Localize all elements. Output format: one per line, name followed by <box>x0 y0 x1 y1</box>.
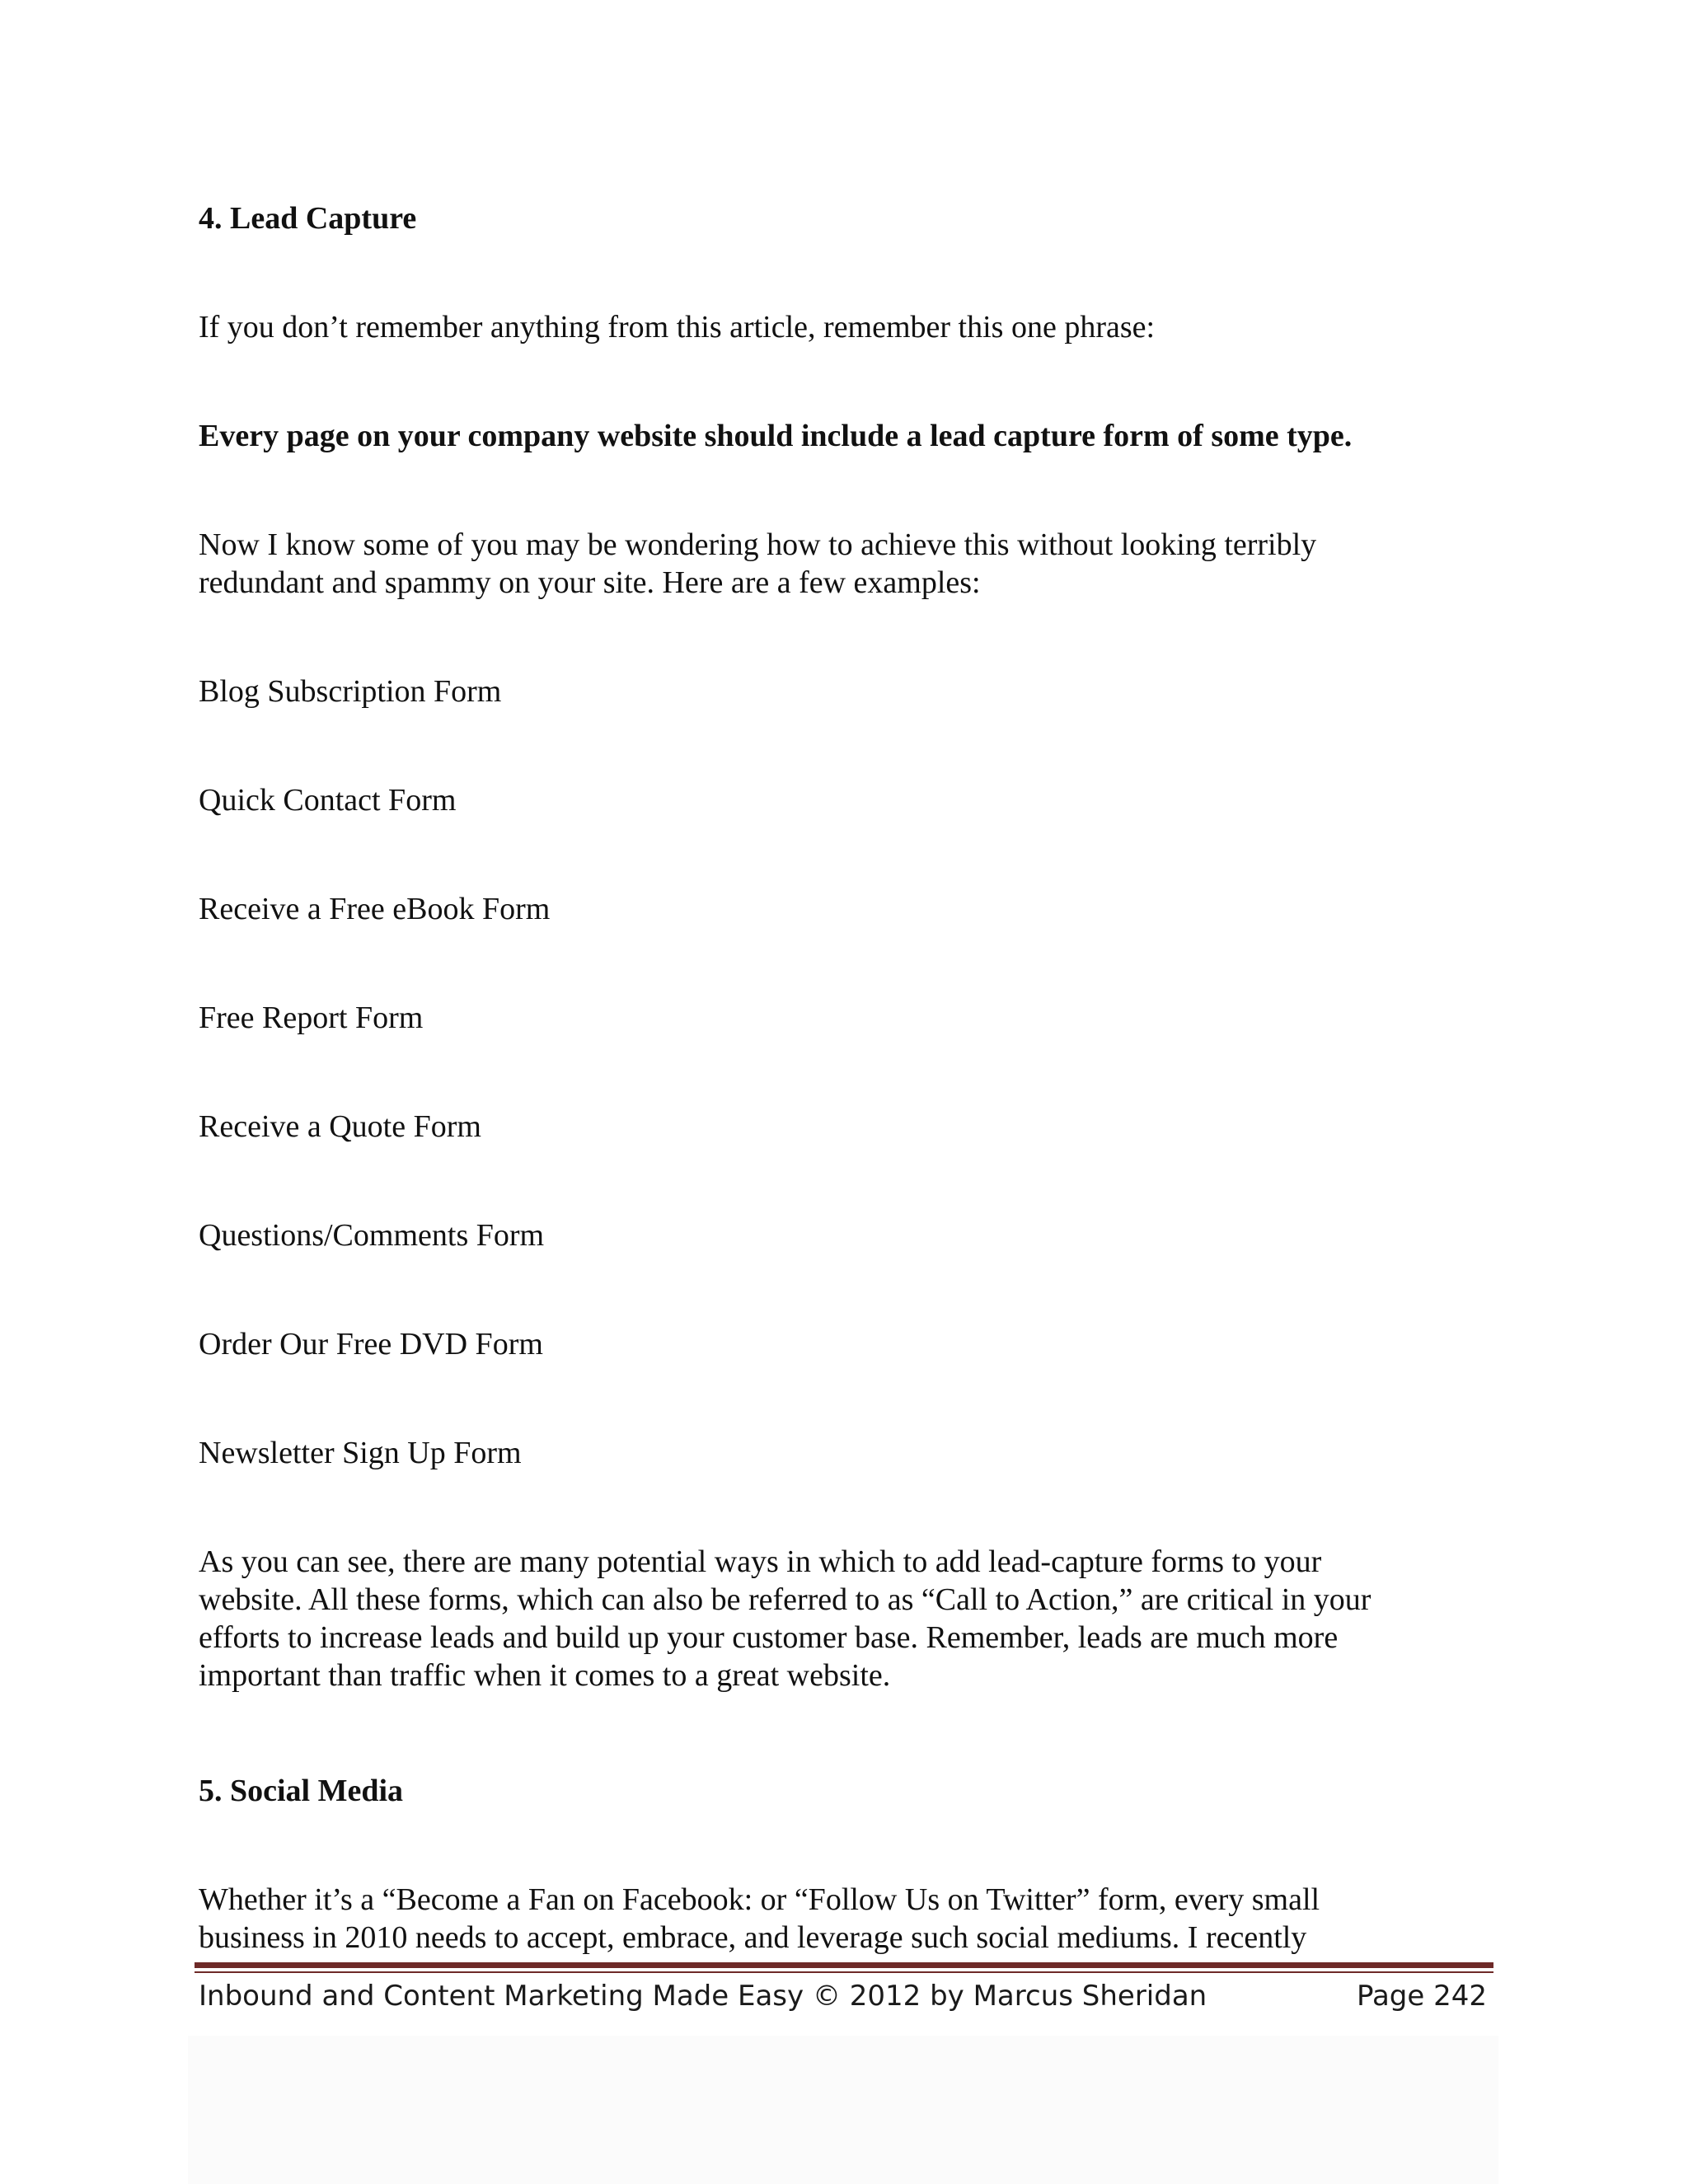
example-list-item: Receive a Quote Form <box>199 1109 481 1144</box>
example-list-item: Order Our Free DVD Form <box>199 1327 543 1361</box>
lead-capture-paragraph-line: redundant and spammy on your site. Here are a few examples: <box>199 565 981 600</box>
summary-paragraph-line: important than traffic when it comes to a great website. <box>199 1658 891 1693</box>
footer-page-number: Page 242 <box>1356 1980 1487 2013</box>
section-heading-social-media: 5. Social Media <box>199 1774 404 1808</box>
summary-paragraph-line: efforts to increase leads and build up your customer base. Remember, leads are much more <box>199 1620 1339 1655</box>
example-list-item: Quick Contact Form <box>199 783 457 818</box>
example-list-item: Receive a Free eBook Form <box>199 892 551 926</box>
example-list-item: Newsletter Sign Up Form <box>199 1436 522 1470</box>
section-heading-lead-capture: 4. Lead Capture <box>199 201 417 236</box>
example-list-item: Questions/Comments Form <box>199 1218 545 1253</box>
footer-rule-thin <box>195 1971 1493 1973</box>
example-list-item: Blog Subscription Form <box>199 674 502 709</box>
footer-rule-thick <box>195 1962 1493 1968</box>
summary-paragraph-line: website. All these forms, which can also be referred to as “Call to Action,” are critical in your <box>199 1582 1372 1617</box>
social-media-paragraph-line: business in 2010 needs to accept, embrace, and leverage such social mediums. I recently <box>199 1920 1307 1955</box>
page-bottom-shade <box>188 2036 1498 2184</box>
social-media-paragraph-line: Whether it’s a “Become a Fan on Facebook: or “Follow Us on Twitter” form, every small <box>199 1882 1320 1917</box>
summary-paragraph-line: As you can see, there are many potential ways in which to add lead-capture forms to your <box>199 1544 1322 1579</box>
footer-copyright: Inbound and Content Marketing Made Easy © 2012 by Marcus Sheridan <box>199 1980 1207 2013</box>
lead-capture-key-phrase: Every page on your company website should include a lead capture form of some type. <box>199 419 1353 453</box>
example-list-item: Free Report Form <box>199 1001 424 1035</box>
lead-capture-paragraph-line: Now I know some of you may be wondering how to achieve this without looking terribly <box>199 527 1317 562</box>
lead-capture-intro: If you don’t remember anything from this article, remember this one phrase: <box>199 310 1156 344</box>
